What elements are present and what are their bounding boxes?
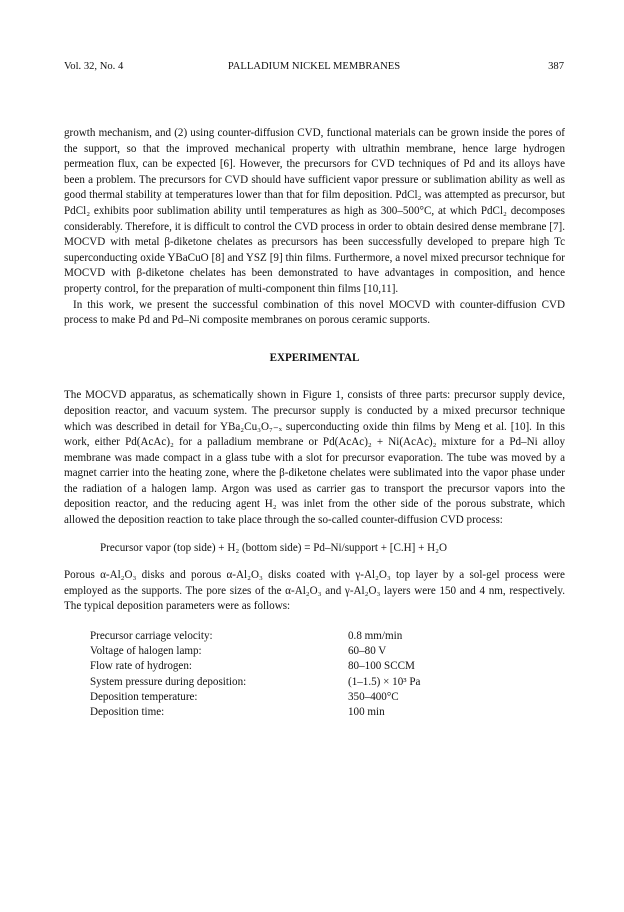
parameter-label: Deposition temperature: <box>90 690 198 703</box>
parameter-label: Flow rate of hydrogen: <box>90 660 192 673</box>
parameter-label: Deposition time: <box>90 706 165 719</box>
parameter-row <box>90 629 420 644</box>
parameter-label: Precursor carriage velocity: <box>90 630 213 643</box>
parameter-row <box>90 675 420 690</box>
parameter-value: 350–400°C <box>348 690 399 703</box>
parameter-row <box>90 644 420 659</box>
article-body <box>64 126 565 720</box>
paragraph-this-work: In this work, we present the successful combination of this novel MOCVD with counter-diffusion CVD process to make Pd and Pd–Ni composite membranes on porous ceramic supports. <box>64 298 565 327</box>
paragraph-apparatus: The MOCVD apparatus, as schematically shown in Figure 1, consists of three parts: precursor supply device, deposition reactor, and vacuum system. The precursor supply is conducted by a mixed precursor technique which was described in detail for YBa₂Cu₃O₇₋ₓ superconducting oxide thin films by Meng et al. [10]. In this work, either Pd(AcAc)₂ for a palladium membrane or Pd(AcAc)₂ + Ni(AcAc)₂ mixture for a Pd–Ni alloy membrane was made compact in a glass tube with a slot for precursor evaporation. The tube was moved by a magnet carrier into the heating zone, where the β-diketone chelates were sublimated into the vapor phase under the radiation of a halogen lamp. Argon was used as carrier gas to transport the precursor vapors into the deposition reactor, and the reducing agent H₂ was inlet from the other side of the porous substrate, which allowed the deposition reaction to take place through the so-called counter-diffusion CVD process: <box>64 389 565 527</box>
parameter-row <box>90 659 420 674</box>
parameter-value: 0.8 mm/min <box>348 630 403 643</box>
journal-volume: Vol. 32, No. 4 <box>64 61 124 72</box>
parameter-label: Voltage of halogen lamp: <box>90 645 202 658</box>
parameter-value: 60–80 V <box>348 645 387 658</box>
running-header <box>64 60 564 74</box>
parameter-value: (1–1.5) × 10³ Pa <box>348 675 421 688</box>
page-number: 387 <box>548 61 564 72</box>
running-title: PALLADIUM NICKEL MEMBRANES <box>227 61 401 72</box>
reaction-equation: Precursor vapor (top side) + H₂ (bottom side) = Pd–Ni/support + [C.H] + H₂O <box>100 541 448 554</box>
paragraph-supports: Porous α-Al₂O₃ disks and porous α-Al₂O₃ disks coated with γ-Al₂O₃ top layer by a sol-gel process were employed as the supports. The pore sizes of the α-Al₂O₃ and γ-Al₂O₃ layers were 150 and 4 nm, respectively. The typical deposition parameters were as follows: <box>64 569 565 613</box>
deposition-parameters-table <box>90 629 420 720</box>
parameter-value: 80–100 SCCM <box>348 660 415 673</box>
parameter-row <box>90 690 420 705</box>
parameter-value: 100 min <box>348 706 385 719</box>
paragraph-intro-continued: growth mechanism, and (2) using counter-diffusion CVD, functional materials can be grown inside the pores of the support, so that the improved mechanical property with ultrathin membrane, hence large hydrogen permeation flux, can be expected [6]. However, the precursors for CVD techniques of Pd and its alloys have been a problem. The precursors for CVD should have sufficient vapor pressure or sublimation ability as well as good thermal stability at temperatures lower than that for film deposition. PdCl₂ was attempted as precursor, but PdCl₂ exhibits poor sublimation ability until temperatures as high as 300–500°C, at which PdCl₂ decomposes considerably. Therefore, it is difficult to control the CVD process in order to obtain desired dense membrane [7]. MOCVD with metal β-diketone chelates as precursors has been successfully developed to prepare high Tc superconducting oxide YBaCuO [8] and YSZ [9] thin films. Furthermore, a novel mixed precursor technique for MOCVD with β-diketone chelates has been demonstrated to have advantages in composition, and hence property control, for the preparation of multi-component thin films [10,11]. <box>64 127 565 295</box>
parameter-label: System pressure during deposition: <box>90 675 247 688</box>
section-heading-experimental: EXPERIMENTAL <box>269 351 360 364</box>
parameter-row <box>90 705 420 720</box>
